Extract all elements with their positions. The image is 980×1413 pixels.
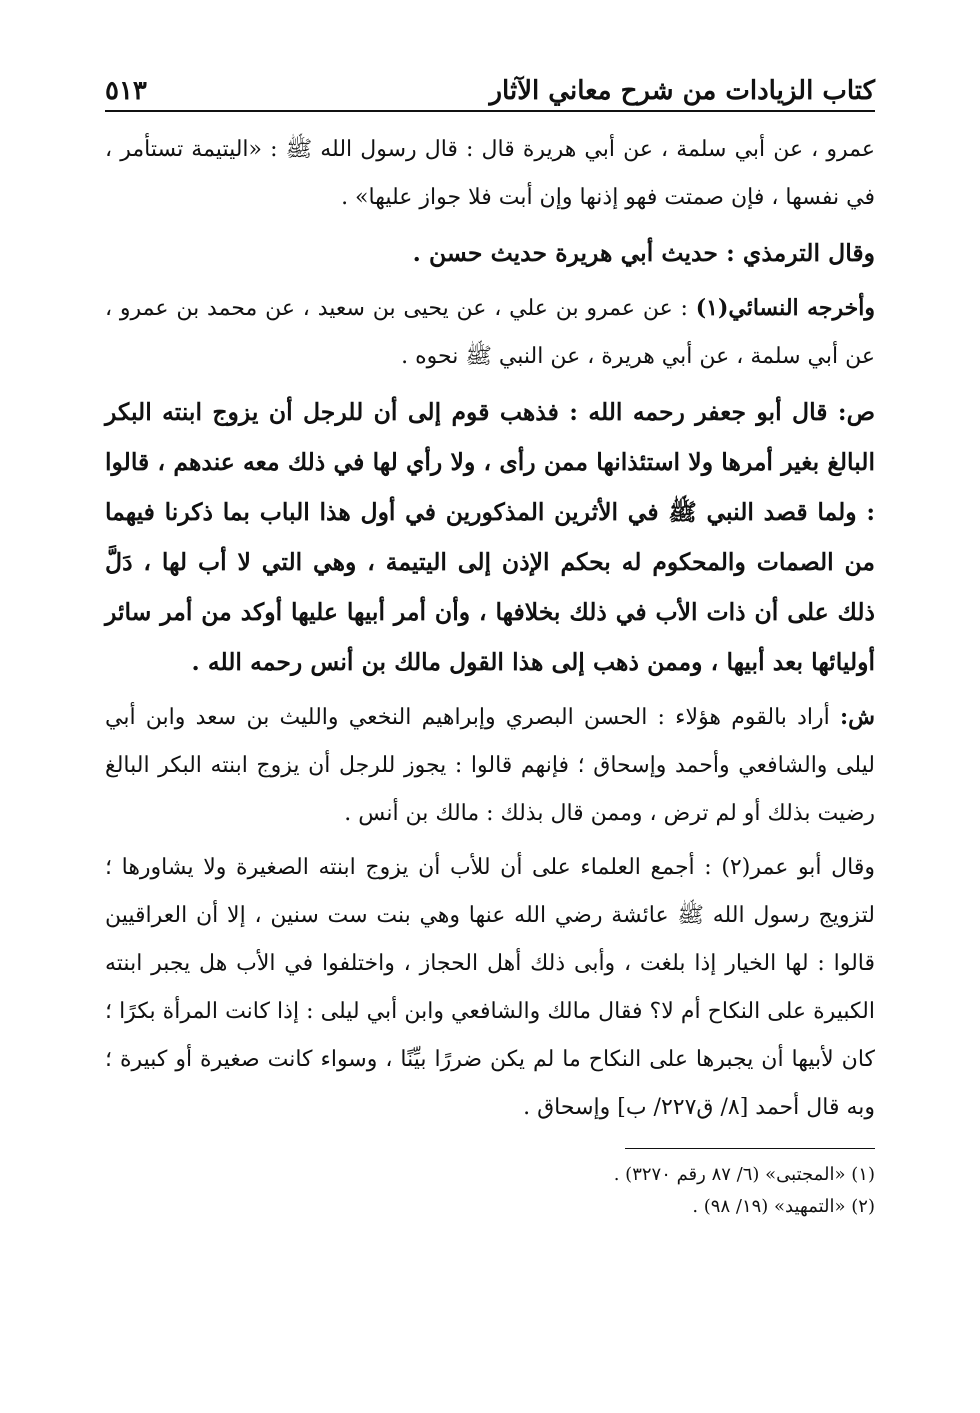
paragraph-text: وقال الترمذي : حديث أبي هريرة حديث حسن . [412, 239, 875, 267]
footnote-1: (١) «المجتبى» (٦/ ٨٧ رقم ٣٢٧٠) . [613, 1164, 875, 1185]
footnote-separator [625, 1148, 875, 1149]
paragraph-sharh [105, 693, 875, 838]
paragraph-lead: ش: [840, 704, 875, 730]
paragraph-text: : عن عمرو بن علي ، عن يحيى بن سعيد ، عن محمد بن عمرو ، عن أبي سلمة ، عن أبي هريرة ، عن النبي ﷺ نحوه . [105, 296, 875, 369]
paragraph-nasai [105, 284, 875, 381]
paragraph-hadith [105, 126, 875, 222]
paragraph-text: أراد بالقوم هؤلاء : الحسن البصري وإبراهيم النخعي والليث بن سعد وابن أبي ليلى والشافعي وأحمد وإسحاق ؛ فإنهم قالوا : يجوز للرجل أن يزوج ابنته البكر البالغ رضيت بذلك أو لم ترض ، وممن قال بذلك : مالك بن أنس . [105, 705, 875, 826]
paragraph-text: ص: قال أبو جعفر رحمه الله : فذهب قوم إلى أن للرجل أن يزوج ابنته البكر البالغ بغير أمرها ولا استئذانها ممن رأى ، ولا رأي لها في ذلك معه عندهم ، قالوا : ولما قصد النبي ﷺ في الأثرين المذكورين في أول هذا الباب بما ذكرنا فيهما من الصمات والمحكوم له بحكم الإذن إلى اليتيمة ، وهي التي لا أب لها ، دَلَّ ذلك على أن ذات الأب في ذلك بخلافها ، وأن أمر أبيها عليها أوكد من أمر سائر أوليائها بعد أبيها ، وممن ذهب إلى هذا القول مالك بن أنس رحمه الله . [105, 398, 875, 676]
paragraph-text: وقال أبو عمر(٢) : أجمع العلماء على أن للأب أن يزوج ابنته الصغيرة ولا يشاورها ؛ لتزويج رسول الله ﷺ عائشة رضي الله عنها وهي بنت ست سنين ، إلا أن العراقيين قالوا : لها الخيار إذا بلغت ، وأبى ذلك أهل الحجاز ، واختلفوا في الأب هل يجبر ابنته الكبيرة على النكاح أم لا؟ فقال مالك والشافعي وابن أبي ليلى : إذا كانت المرأة بكرًا ؛ كان لأبيها أن يجبرها على النكاح ما لم يكن ضررًا بيِّنًا ، وسواء كانت صغيرة أو كبيرة ؛ وبه قال أحمد [٨/ ق٢٢٧/ ب] وإسحاق . [105, 855, 875, 1120]
paragraph-matn [105, 387, 875, 687]
page-header [105, 58, 875, 106]
paragraph-abu-umar [105, 844, 875, 1132]
header-rule [105, 110, 875, 112]
document-page [105, 58, 875, 1223]
page-number: ٥١٣ [105, 76, 147, 106]
paragraph-lead: وأخرجه النسائي(١) [695, 295, 875, 321]
paragraph-tirmidhi [105, 228, 875, 278]
book-title: كتاب الزيادات من شرح معاني الآثار [489, 76, 875, 106]
footnote-2: (٢) «التمهيد» (١٩/ ٩٨) . [692, 1196, 875, 1217]
paragraph-text: عمرو ، عن أبي سلمة ، عن أبي هريرة قال : قال رسول الله ﷺ : «اليتيمة تستأمر ، في نفسها ، فإن صمتت فهو إذنها وإن أبت فلا جواز عليها» . [105, 137, 875, 210]
